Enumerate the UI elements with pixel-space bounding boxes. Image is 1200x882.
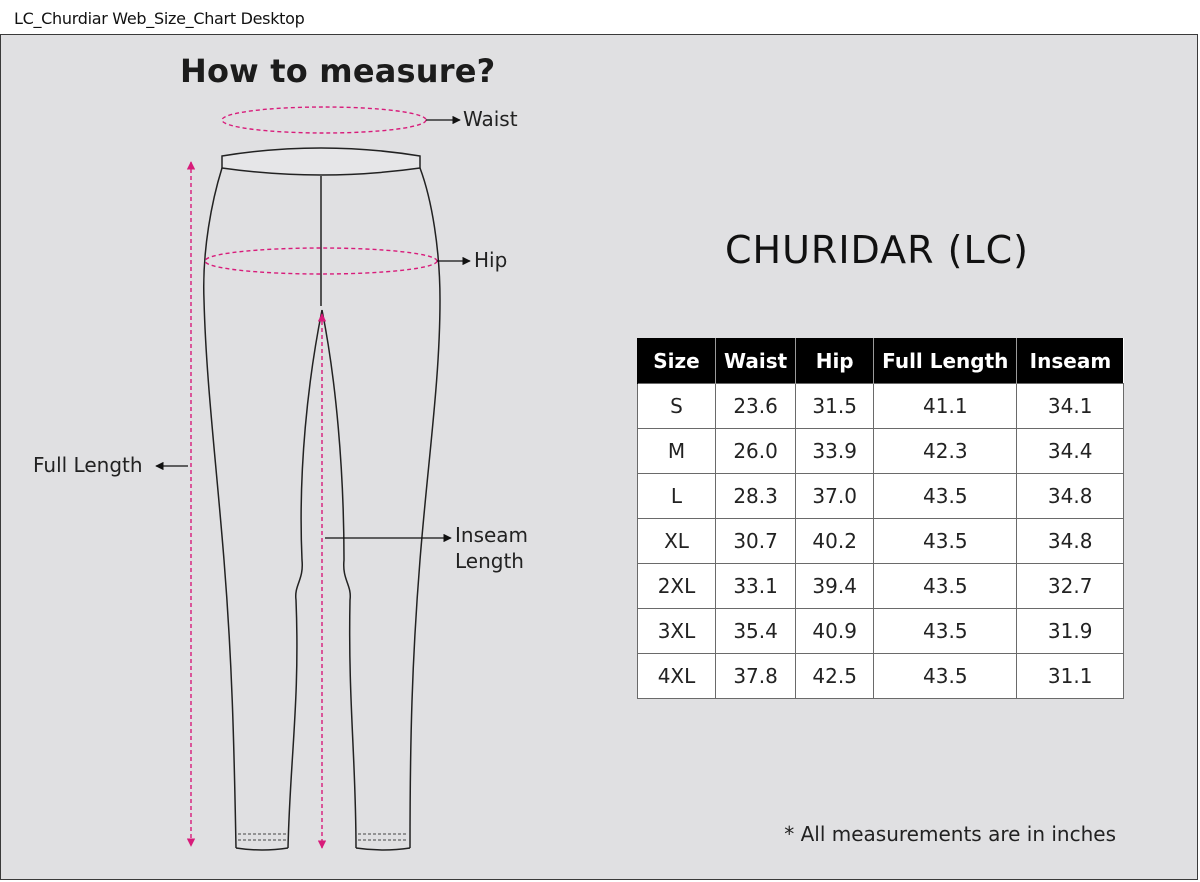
table-row [638,654,1124,699]
cell-full-length: 43.5 [874,654,1017,699]
cell-inseam: 34.8 [1017,474,1124,519]
cell-hip: 40.2 [796,519,874,564]
cell-inseam: 34.1 [1017,384,1124,429]
hip-label: Hip [474,248,508,272]
cell-size: 4XL [638,654,716,699]
cell-inseam: 31.9 [1017,609,1124,654]
cell-inseam: 32.7 [1017,564,1124,609]
table-row [638,474,1124,519]
column-header-size: Size [638,338,716,384]
table-row [638,519,1124,564]
inseam-label-line2: Length [455,549,524,573]
cell-hip: 39.4 [796,564,874,609]
cell-inseam: 34.8 [1017,519,1124,564]
waist-label: Waist [463,107,518,131]
cell-size: 2XL [638,564,716,609]
cell-hip: 40.9 [796,609,874,654]
table-row [638,429,1124,474]
cell-waist: 28.3 [716,474,796,519]
cell-full-length: 42.3 [874,429,1017,474]
cell-size: L [638,474,716,519]
cell-size: 3XL [638,609,716,654]
column-header-hip: Hip [796,338,874,384]
window-title: LC_Churdiar Web_Size_Chart Desktop [14,9,305,28]
cell-inseam: 31.1 [1017,654,1124,699]
table-row [638,564,1124,609]
size-chart-title: CHURIDAR (LC) [725,228,1029,272]
cell-inseam: 34.4 [1017,429,1124,474]
cell-full-length: 43.5 [874,474,1017,519]
cell-waist: 35.4 [716,609,796,654]
cell-hip: 42.5 [796,654,874,699]
waist-guide-ellipse [222,107,426,133]
cell-waist: 33.1 [716,564,796,609]
column-header-full-length: Full Length [874,338,1017,384]
cell-size: M [638,429,716,474]
cell-waist: 30.7 [716,519,796,564]
cell-hip: 37.0 [796,474,874,519]
how-to-measure-title: How to measure? [180,52,496,90]
inseam-label-line1: Inseam [455,523,529,547]
cell-hip: 31.5 [796,384,874,429]
cell-waist: 37.8 [716,654,796,699]
cell-hip: 33.9 [796,429,874,474]
cell-full-length: 43.5 [874,519,1017,564]
cell-waist: 26.0 [716,429,796,474]
hem-stitching [238,834,408,840]
cell-waist: 23.6 [716,384,796,429]
table-row [638,609,1124,654]
cell-full-length: 43.5 [874,609,1017,654]
full-length-label: Full Length [33,453,143,477]
column-header-waist: Waist [716,338,796,384]
cell-size: XL [638,519,716,564]
table-row [638,384,1124,429]
cell-full-length: 41.1 [874,384,1017,429]
cell-size: S [638,384,716,429]
column-header-inseam: Inseam [1017,338,1124,384]
cell-full-length: 43.5 [874,564,1017,609]
measurement-units-note: * All measurements are in inches [784,822,1116,846]
table-header-row [638,338,1124,384]
size-chart-table [637,338,1124,699]
